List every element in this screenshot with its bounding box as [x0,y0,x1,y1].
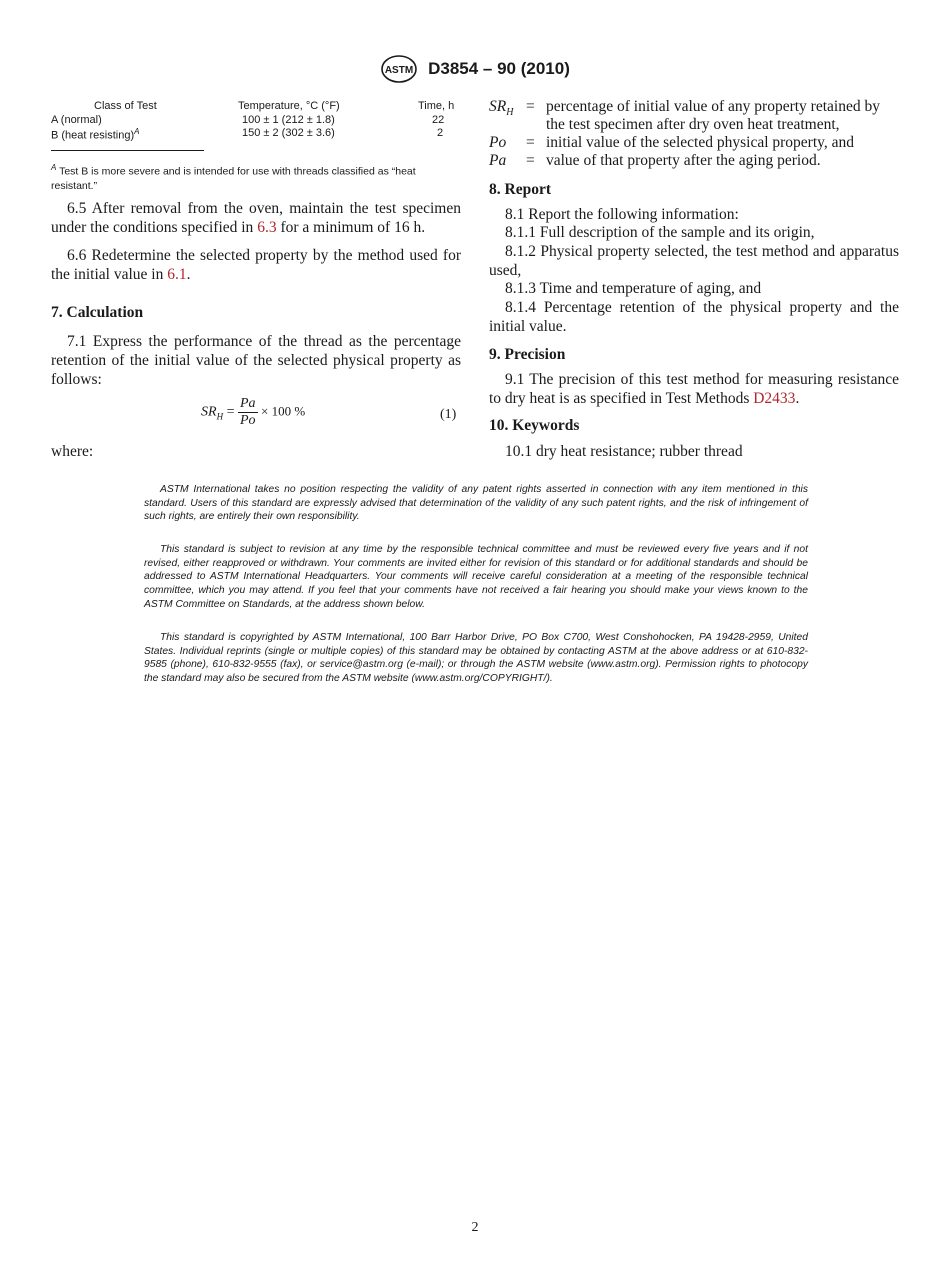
page-number: 2 [471,1220,479,1235]
definition-text: initial value of the selected physical property, and [546,134,855,151]
paragraph-8-1-2: 8.1.2 Physical property selected, the test method and apparatus used, [489,243,899,279]
table-footnote: $^A$ Test B is more severe and is intended for use with threads classified as “heat resistant.” [51,163,416,192]
table-cell-temp: 100 ± 1 (212 ± 1.8) [242,114,335,126]
page-header [0,54,950,84]
equation-fraction: $\frac{Pa}{Po}$ [239,396,256,428]
section-heading-report: 8. Report [489,181,551,198]
paragraph-10-1: 10.1 dry heat resistance; rubber thread [505,443,743,460]
definition-equals: = [526,152,535,169]
section-heading-keywords: 10. Keywords [489,417,580,434]
definition-symbol: $SR_H$ [489,98,514,119]
definition-equals: = [526,134,535,151]
table-header-class: Class of Test [94,100,157,112]
table-header-time: Time, h [418,100,455,112]
section-heading-precision: 9. Precision [489,346,566,363]
paragraph-6-6: 6.6 Redetermine the selected property by the method used for the initial value in 6.1. [51,247,461,283]
symbol-definitions [489,98,901,173]
svg-text:ASTM: ASTM [384,65,414,76]
paragraph-8-1-4: 8.1.4 Percentage retention of the physical property and the initial value. [489,299,899,335]
paragraph-7-1: 7.1 Express the performance of the thread as the percentage retention of the initial value of the selected physical property as follows: [51,333,461,388]
table-header-temperature: Temperature, °C (°F) [238,100,340,112]
definition-text: percentage of initial value of any property retained by the test specimen after dry oven heat treatment, [546,98,880,133]
copyright-notice: This standard is copyrighted by ASTM International, 100 Barr Harbor Drive, PO Box C700, West Conshohocken, PA 19428-2959, United States. Individual reprints (single or multiple copies) of this standard may be obtained by contacting ASTM at the above address or at 610-832-9585 (phone), 610-832-9555 (fax), or service@astm.org (e-mail); or through the ASTM website (www.astm.org). Permission rights to photocopy the standard may also be secured from the ASTM website (www.astm.org/COPYRIGHT/). [144,632,808,685]
definition-symbol: Po [489,134,507,151]
definition-symbol: Pa [489,152,507,169]
table-cell-class: B (heat resisting)$^A$ [51,127,140,142]
revision-notice: This standard is subject to revision at any time by the responsible technical committee and must be reviewed every five years and if not revised, either reapproved or withdrawn. Your comments are invited either for revision of this standard or for additional standards and should be addressed to ASTM International Headquarters. Your comments will receive careful consideration at a meeting of the responsible technical committee, which you may attend. If you feel that your comments have not received a fair hearing you should make your views known to the ASTM Committee on Standards, at the address shown below. [144,544,808,610]
paragraph-8-1-1: 8.1.1 Full description of the sample and its origin, [505,224,815,241]
section-heading-calculation: 7. Calculation [51,304,144,321]
paragraph-6-5: 6.5 After removal from the oven, maintain the test specimen under the conditions specified in 6.3 for a minimum of 16 h. [51,200,461,236]
table-cell-time: 2 [437,127,444,139]
reference-link-d2433[interactable]: D2433 [753,390,796,407]
where-label: where: [51,443,94,460]
astm-logo-icon [380,54,418,84]
section-link-6-1[interactable]: 6.1 [167,266,187,283]
paragraph-9-1: 9.1 The precision of this test method for measuring resistance to dry heat is as specified in Test Methods D2433. [489,371,899,407]
patent-notice: ASTM International takes no position respecting the validity of any patent rights asserted in connection with any item mentioned in this standard. Users of this standard are expressly advised that determination of the validity of any such patent rights, and the risk of infringement of such rights, are entirely their own responsibility. [144,484,808,523]
table-cell-time: 22 [432,114,445,126]
table-cell-temp: 150 ± 2 (302 ± 3.6) [242,127,335,139]
table-cell-class: A (normal) [51,114,102,126]
paragraph-8-1: 8.1 Report the following information: [505,206,739,223]
footnote-divider [51,150,204,151]
paragraph-8-1-3: 8.1.3 Time and temperature of aging, and [505,280,762,297]
equation-1: $SR_H$ = $\frac{Pa}{Po}$ × 100 % [201,396,306,428]
section-link-6-3[interactable]: 6.3 [257,219,277,236]
document-designation: D3854 – 90 (2010) [428,59,570,78]
definition-text: value of that property after the aging period. [546,152,821,169]
definition-equals: = [526,98,535,115]
equation-number: (1) [440,407,457,422]
